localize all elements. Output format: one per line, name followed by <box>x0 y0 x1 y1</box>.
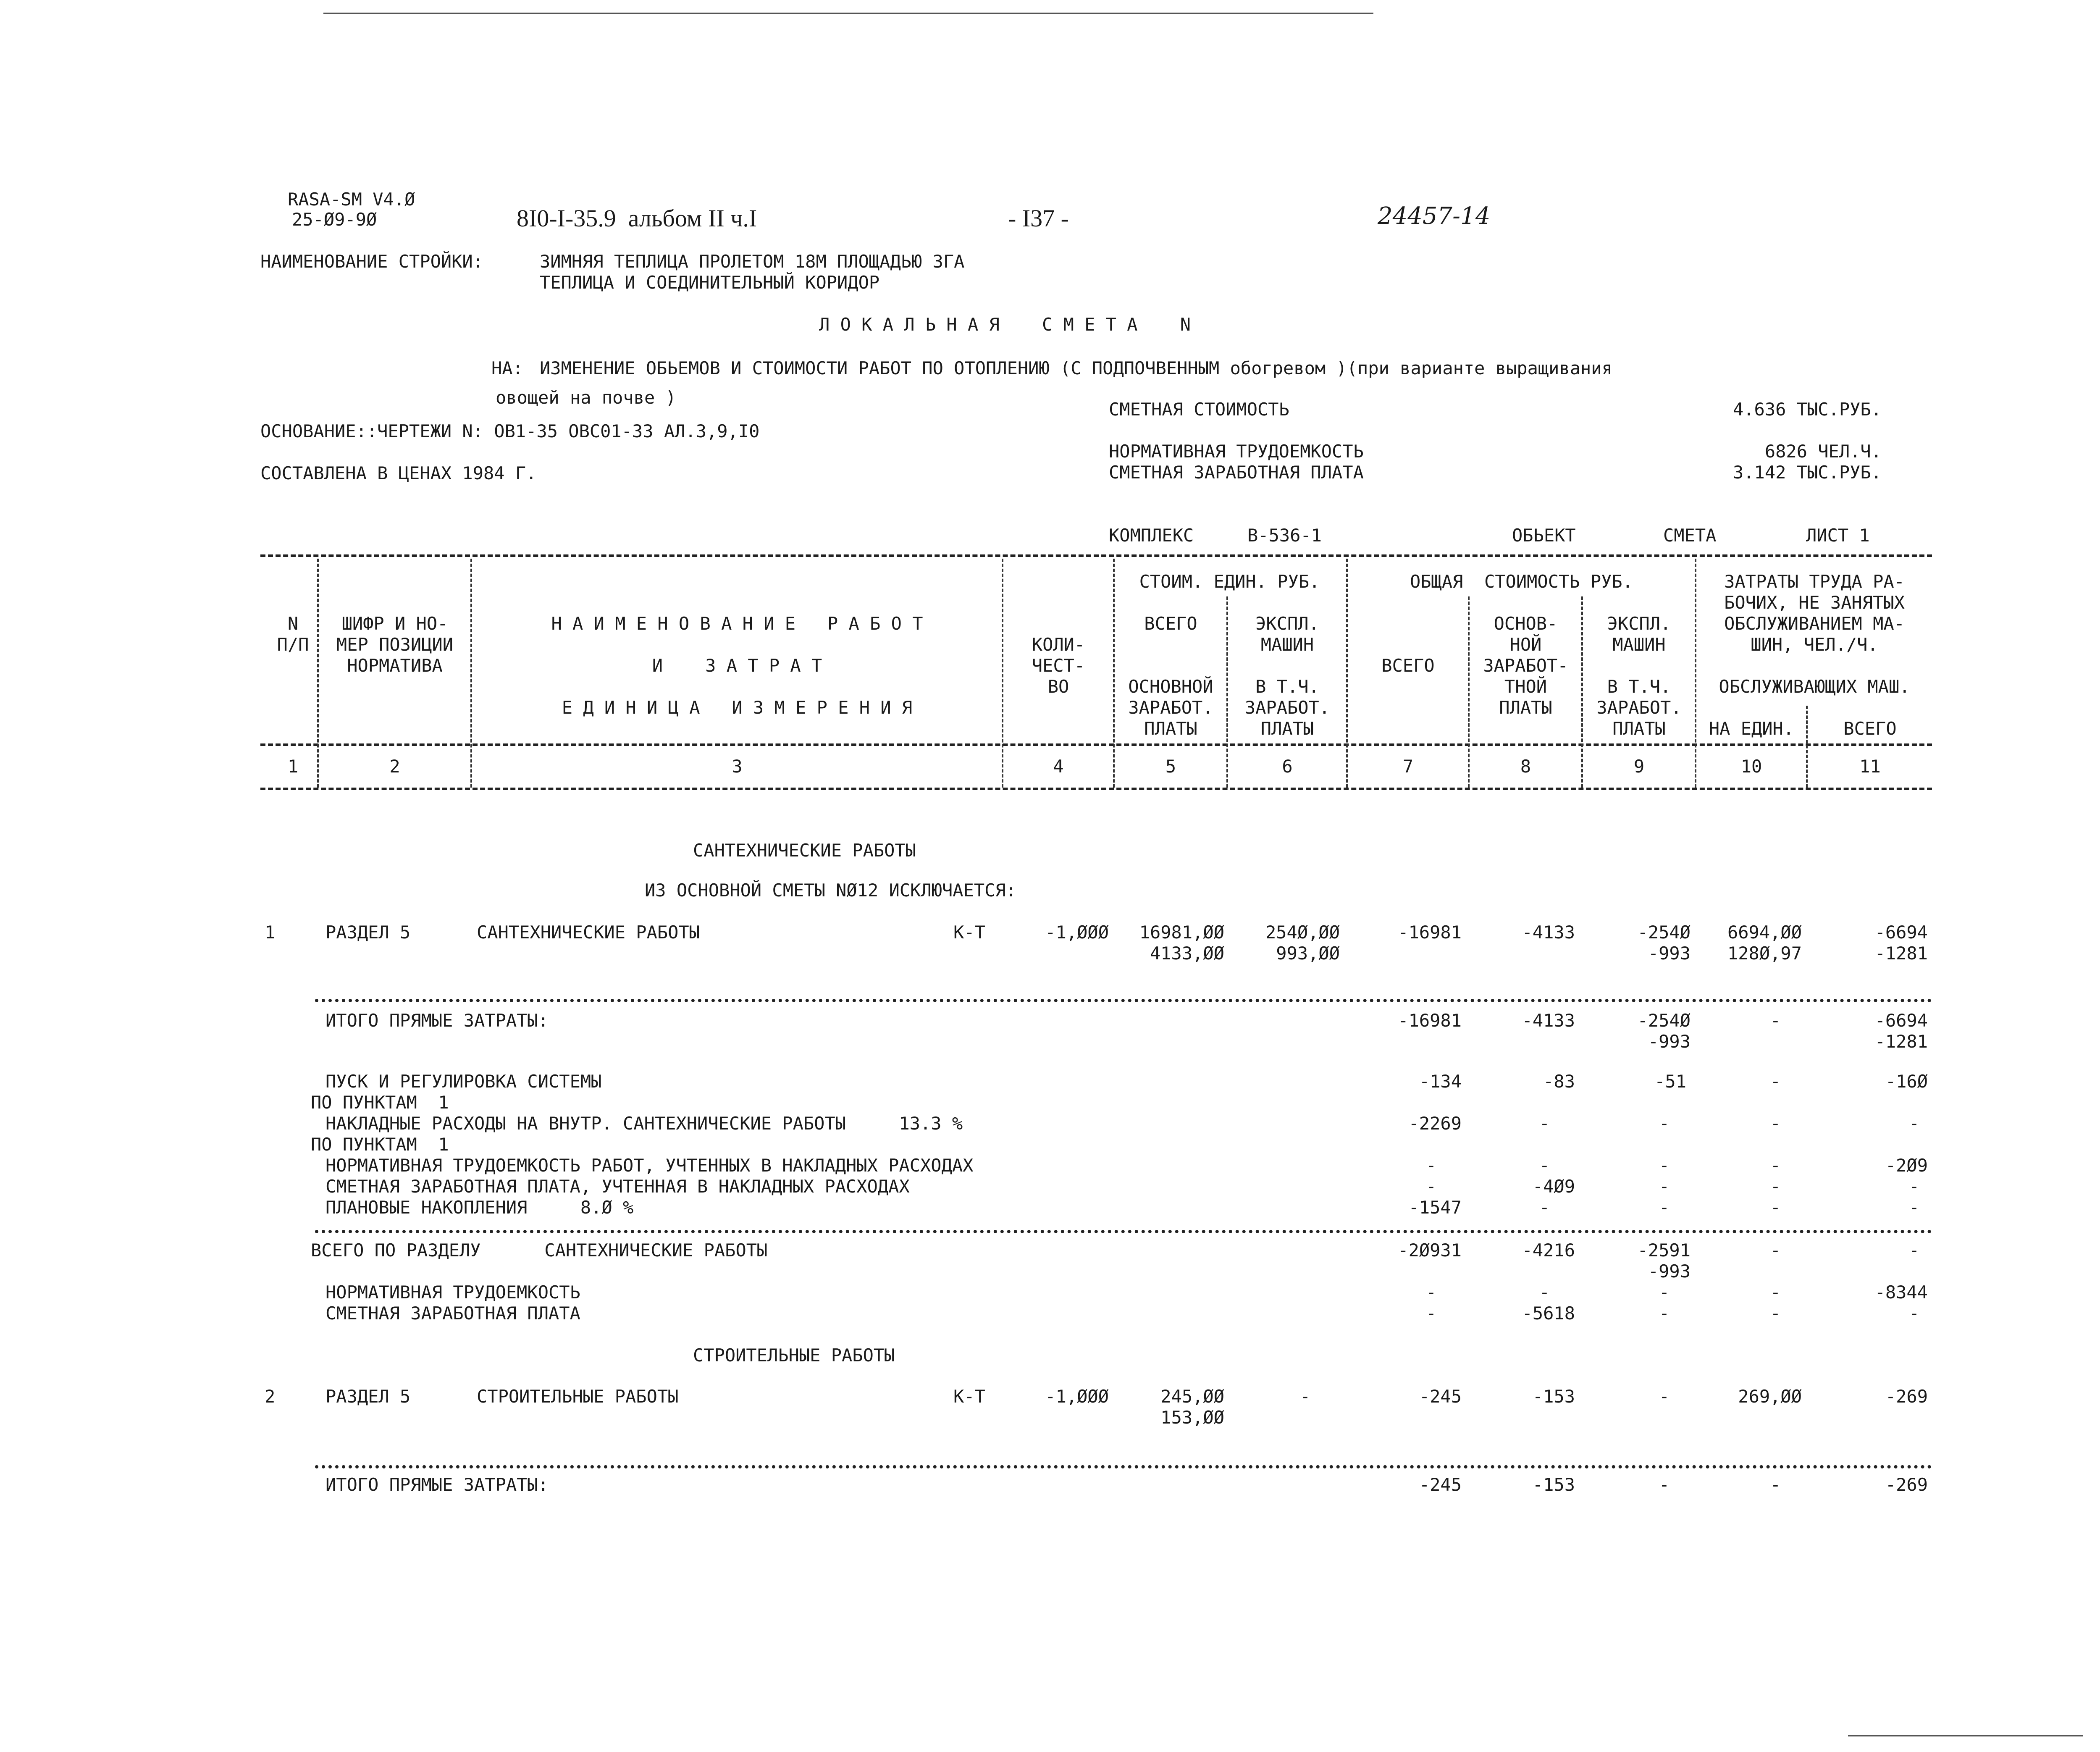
section1-wage-c7: - <box>1425 1303 1436 1324</box>
summary-label-cost: СМЕТНАЯ СТОИМОСТЬ <box>1109 399 1289 420</box>
th-col9b: В Т.Ч. ЗАРАБОТ. ПЛАТЫ <box>1596 676 1682 739</box>
th-labor-sub: ОБСЛУЖИВАЮЩИХ МАШ. <box>1719 676 1910 697</box>
row2-c10: 269,ØØ <box>1738 1386 1802 1407</box>
line-planned-savings-c9: - <box>1659 1197 1670 1218</box>
line-wage-overhead-c10: - <box>1770 1176 1781 1197</box>
th-col2: ШИФР И НО- МЕР ПОЗИЦИИ НОРМАТИВА <box>336 613 454 676</box>
row1-c9b: -993 <box>1648 943 1690 964</box>
line-startup: ПУСК И РЕГУЛИРОВКА СИСТЕМЫ <box>326 1071 602 1092</box>
line-startup-c7: -134 <box>1419 1071 1462 1092</box>
col-number: 8 <box>1520 756 1531 777</box>
row1-unit: К-Т <box>953 922 985 943</box>
col-number: 7 <box>1402 756 1414 777</box>
row1-c7: -16981 <box>1398 922 1462 943</box>
s1-direct-c11b: -1281 <box>1874 1031 1928 1052</box>
col-divider-8 <box>1581 596 1583 788</box>
line-startup-c9: -51 <box>1654 1071 1686 1092</box>
th-col7: ВСЕГО <box>1381 655 1435 676</box>
section1-labor-c10: - <box>1770 1282 1781 1303</box>
col-divider-10 <box>1806 706 1808 788</box>
col-number: 1 <box>287 756 299 777</box>
th-col8: ОСНОВ- НОЙ ЗАРАБОТ- ТНОЙ ПЛАТЫ <box>1483 613 1568 718</box>
price-base: СОСТАВЛЕНА В ЦЕНАХ 1984 Г. <box>260 463 537 483</box>
sheet-label: ЛИСТ 1 <box>1806 525 1870 546</box>
line-labor-overhead: НОРМАТИВНАЯ ТРУДОЕМКОСТЬ РАБОТ, УЧТЕННЫХ В НАКЛАДНЫХ РАСХОДАХ <box>326 1155 974 1176</box>
line-planned-savings-c8: - <box>1539 1197 1550 1218</box>
th-col5b: ОСНОВНОЙ ЗАРАБОТ. ПЛАТЫ <box>1128 676 1213 739</box>
th-col3-and: И З А Т Р А Т <box>652 655 822 676</box>
purpose-line1: ИЗМЕНЕНИЕ ОБЬЕМОВ И СТОИМОСТИ РАБОТ ПО ОТОПЛЕНИЮ (С ПОДПОЧВЕННЫМ обогревом )(при варианте выращивания <box>540 358 1612 378</box>
document-title: Л О К А Л Ь Н А Я С М Е Т А N <box>819 314 1191 335</box>
construction-line2: ТЕПЛИЦА И СОЕДИНИТЕЛЬНЫЙ КОРИДОР <box>540 272 880 293</box>
header-rule-bottom <box>260 788 1932 790</box>
section1-subtitle: ИЗ ОСНОВНОЙ СМЕТЫ NØ12 ИСКЛЮЧАЕТСЯ: <box>645 880 1017 901</box>
line-overhead-c10: - <box>1770 1113 1781 1134</box>
col-number: 10 <box>1740 756 1762 777</box>
construction-label: НАИМЕНОВАНИЕ СТРОЙКИ: <box>260 251 484 272</box>
handwritten-code: 24457-14 <box>1378 202 1491 230</box>
section1-total-c7: -2Ø931 <box>1398 1240 1462 1261</box>
col-divider-6 <box>1346 559 1348 788</box>
line-planned-savings-c10: - <box>1770 1197 1781 1218</box>
row1-c5b: 4133,ØØ <box>1150 943 1224 964</box>
th-col9a: ЭКСПЛ. МАШИН <box>1607 613 1671 655</box>
row2-c5: 245,ØØ <box>1160 1386 1224 1407</box>
th-col3-title: Н А И М Е Н О В А Н И Е Р А Б О Т <box>551 613 923 634</box>
section1-total-c11: - <box>1908 1240 1919 1261</box>
purpose-label: НА: <box>491 358 523 378</box>
row1-c6b: 993,ØØ <box>1276 943 1340 964</box>
scan-line-bottom <box>1848 1735 2083 1736</box>
program-version: RASA-SM V4.Ø <box>288 189 415 210</box>
section1-total-c8: -4216 <box>1522 1240 1575 1261</box>
section2-title: СТРОИТЕЛЬНЫЕ РАБОТЫ <box>693 1345 895 1366</box>
th-col10: НА ЕДИН. <box>1709 718 1794 739</box>
line-labor-overhead-c10: - <box>1770 1155 1781 1176</box>
purpose-line2: овощей на почве ) <box>496 387 676 408</box>
col-number: 3 <box>732 756 743 777</box>
row2-qty: -1,ØØØ <box>1045 1386 1109 1407</box>
row2-c8: -153 <box>1532 1386 1575 1407</box>
smeta-label: СМЕТА <box>1663 525 1717 546</box>
header-rule-top <box>260 554 1932 557</box>
row1-number: 1 <box>265 922 276 943</box>
section1-wage-c10: - <box>1770 1303 1781 1324</box>
row2-number: 2 <box>265 1386 276 1407</box>
th-col4: КОЛИ- ЧЕСТ- ВО <box>1032 634 1085 697</box>
row2-c9: - <box>1659 1386 1670 1407</box>
row1-c9: -254Ø <box>1637 922 1690 943</box>
row1-name: САНТЕХНИЧЕСКИЕ РАБОТЫ <box>477 922 700 943</box>
th-col5a: ВСЕГО <box>1144 613 1197 634</box>
line-wage-overhead: СМЕТНАЯ ЗАРАБОТНАЯ ПЛАТА, УЧТЕННАЯ В НАКЛАДНЫХ РАСХОДАХ <box>326 1176 910 1197</box>
s2-direct-c10: - <box>1770 1474 1781 1495</box>
line-labor-overhead-c9: - <box>1659 1155 1670 1176</box>
summary-value-labor: 6826 ЧЕЛ.Ч. <box>1764 441 1882 462</box>
dotted-rule <box>315 1230 1932 1233</box>
dotted-rule <box>315 1465 1932 1468</box>
col-number: 11 <box>1859 756 1881 777</box>
row2-unit: К-Т <box>953 1386 985 1407</box>
col-number: 4 <box>1053 756 1064 777</box>
line-overhead: НАКЛАДНЫЕ РАСХОДЫ НА ВНУТР. САНТЕХНИЧЕСКИЕ РАБОТЫ 13.3 % <box>326 1113 963 1134</box>
line-labor-overhead-c8: - <box>1539 1155 1550 1176</box>
row2-c5b: 153,ØØ <box>1160 1407 1224 1428</box>
object-label: ОБЬЕКТ <box>1512 525 1576 546</box>
th-col3-unit: Е Д И Н И Ц А И З М Е Р Е Н И Я <box>562 697 913 718</box>
th-col11: ВСЕГО <box>1843 718 1897 739</box>
col-divider-1 <box>317 559 319 788</box>
summary-value-cost: 4.636 ТЫС.РУБ. <box>1732 399 1882 420</box>
s1-direct-c9b: -993 <box>1648 1031 1690 1052</box>
row1-c11b: -1281 <box>1874 943 1928 964</box>
row1-c5: 16981,ØØ <box>1139 922 1224 943</box>
line-points: ПО ПУНКТАМ 1 <box>311 1134 449 1155</box>
row2-c11: -269 <box>1885 1386 1928 1407</box>
line-planned-savings-c7: -1547 <box>1408 1197 1462 1218</box>
row1-qty: -1,ØØØ <box>1045 922 1109 943</box>
row1-c11: -6694 <box>1874 922 1928 943</box>
section1-total-c9b: -993 <box>1648 1261 1690 1282</box>
dotted-rule <box>315 999 1932 1002</box>
row1-c10: 6694,ØØ <box>1727 922 1802 943</box>
row2-c6: - <box>1299 1386 1310 1407</box>
s1-direct-c8: -4133 <box>1522 1010 1575 1031</box>
th-col6a: ЭКСПЛ. МАШИН <box>1255 613 1319 655</box>
complex-label: КОМПЛЕКС <box>1109 525 1194 546</box>
basis: ОСНОВАНИЕ::ЧЕРТЕЖИ N: ОВ1-35 ОВС01-33 АЛ.3,9,I0 <box>260 421 760 441</box>
section1-wage: СМЕТНАЯ ЗАРАБОТНАЯ ПЛАТА <box>326 1303 580 1324</box>
scan-line-top <box>323 13 1373 14</box>
summary-label-labor: НОРМАТИВНАЯ ТРУДОЕМКОСТЬ <box>1109 441 1364 462</box>
section1-labor-c7: - <box>1425 1282 1436 1303</box>
row1-code: РАЗДЕЛ 5 <box>326 922 411 943</box>
section1-wage-c9: - <box>1659 1303 1670 1324</box>
s1-direct-c7: -16981 <box>1398 1010 1462 1031</box>
line-startup-c11: -16Ø <box>1885 1071 1928 1092</box>
row1-c6: 254Ø,ØØ <box>1265 922 1340 943</box>
s2-direct-c8: -153 <box>1532 1474 1575 1495</box>
row2-name: СТРОИТЕЛЬНЫЕ РАБОТЫ <box>477 1386 679 1407</box>
col-divider-4 <box>1113 559 1115 788</box>
line-wage-overhead-c9: - <box>1659 1176 1670 1197</box>
th-total-group: ОБЩАЯ СТОИМОСТЬ РУБ. <box>1410 571 1633 592</box>
line-overhead-c8: - <box>1539 1113 1550 1134</box>
section1-labor-c8: - <box>1539 1282 1550 1303</box>
th-col6b: В Т.Ч. ЗАРАБОТ. ПЛАТЫ <box>1244 676 1330 739</box>
section1-total-label: ВСЕГО ПО РАЗДЕЛУ САНТЕХНИЧЕСКИЕ РАБОТЫ <box>311 1240 768 1261</box>
s1-direct-c10: - <box>1770 1010 1781 1031</box>
line-startup-c8: -83 <box>1543 1071 1575 1092</box>
complex-value: В-536-1 <box>1247 525 1322 546</box>
section1-total-c10: - <box>1770 1240 1781 1261</box>
th-unit-group: СТОИМ. ЕДИН. РУБ. <box>1139 571 1320 592</box>
page-number: - I37 - <box>1008 205 1069 232</box>
summary-label-wage: СМЕТНАЯ ЗАРАБОТНАЯ ПЛАТА <box>1109 462 1364 483</box>
col-number: 9 <box>1633 756 1645 777</box>
section1-labor: НОРМАТИВНАЯ ТРУДОЕМКОСТЬ <box>326 1282 580 1303</box>
th-labor-group: ЗАТРАТЫ ТРУДА РА- БОЧИХ, НЕ ЗАНЯТЫХ ОБСЛУЖИВАНИЕМ МА- ШИН, ЧЕЛ./Ч. <box>1724 571 1905 655</box>
section1-total-c9: -2591 <box>1637 1240 1690 1261</box>
line-labor-overhead-c11: -2Ø9 <box>1885 1155 1928 1176</box>
section1-labor-c9: - <box>1659 1282 1670 1303</box>
s2-direct-c9: - <box>1659 1474 1670 1495</box>
col-number: 6 <box>1282 756 1293 777</box>
section1-wage-c8: -5618 <box>1522 1303 1575 1324</box>
construction-line1: ЗИМНЯЯ ТЕПЛИЦА ПРОЛЕТОМ 18М ПЛОЩАДЬЮ 3ГА <box>540 251 965 272</box>
s2-direct-c11: -269 <box>1885 1474 1928 1495</box>
line-overhead-c9: - <box>1659 1113 1670 1134</box>
s1-direct-c9: -254Ø <box>1637 1010 1690 1031</box>
section1-title: САНТЕХНИЧЕСКИЕ РАБОТЫ <box>693 840 916 861</box>
row1-c10b: 128Ø,97 <box>1727 943 1802 964</box>
col-divider-7 <box>1468 596 1470 788</box>
summary-value-wage: 3.142 ТЫС.РУБ. <box>1732 462 1882 483</box>
line-startup-c10: - <box>1770 1071 1781 1092</box>
col-divider-3 <box>1002 559 1003 788</box>
s1-direct-label: ИТОГО ПРЯМЫЕ ЗАТРАТЫ: <box>326 1010 549 1031</box>
row2-code: РАЗДЕЛ 5 <box>326 1386 411 1407</box>
line-wage-overhead-c11: - <box>1908 1176 1919 1197</box>
s2-direct-label: ИТОГО ПРЯМЫЕ ЗАТРАТЫ: <box>326 1474 549 1495</box>
row1-c8: -4133 <box>1522 922 1575 943</box>
line-overhead-c7: -2269 <box>1408 1113 1462 1134</box>
col-number: 2 <box>389 756 400 777</box>
line-overhead-c11: - <box>1908 1113 1919 1134</box>
col-divider-2 <box>470 559 472 788</box>
col-divider-5 <box>1226 596 1228 788</box>
line-planned-savings-c11: - <box>1908 1197 1919 1218</box>
section1-wage-c11: - <box>1908 1303 1919 1324</box>
line-planned-savings: ПЛАНОВЫЕ НАКОПЛЕНИЯ 8.Ø % <box>326 1197 634 1218</box>
line-points: ПО ПУНКТАМ 1 <box>311 1092 449 1113</box>
print-date: 25-Ø9-9Ø <box>292 209 377 230</box>
album-code: 8I0-I-35.9 альбом II ч.I <box>517 205 757 232</box>
row2-c7: -245 <box>1419 1386 1462 1407</box>
col-number: 5 <box>1165 756 1176 777</box>
section1-labor-c11: -8344 <box>1874 1282 1928 1303</box>
s1-direct-c11: -6694 <box>1874 1010 1928 1031</box>
th-col1: N П/П <box>277 613 309 655</box>
s2-direct-c7: -245 <box>1419 1474 1462 1495</box>
line-labor-overhead-c7: - <box>1425 1155 1436 1176</box>
line-wage-overhead-c8: -4Ø9 <box>1532 1176 1575 1197</box>
header-rule-mid <box>260 743 1932 746</box>
line-wage-overhead-c7: - <box>1425 1176 1436 1197</box>
col-divider-9 <box>1695 559 1696 788</box>
